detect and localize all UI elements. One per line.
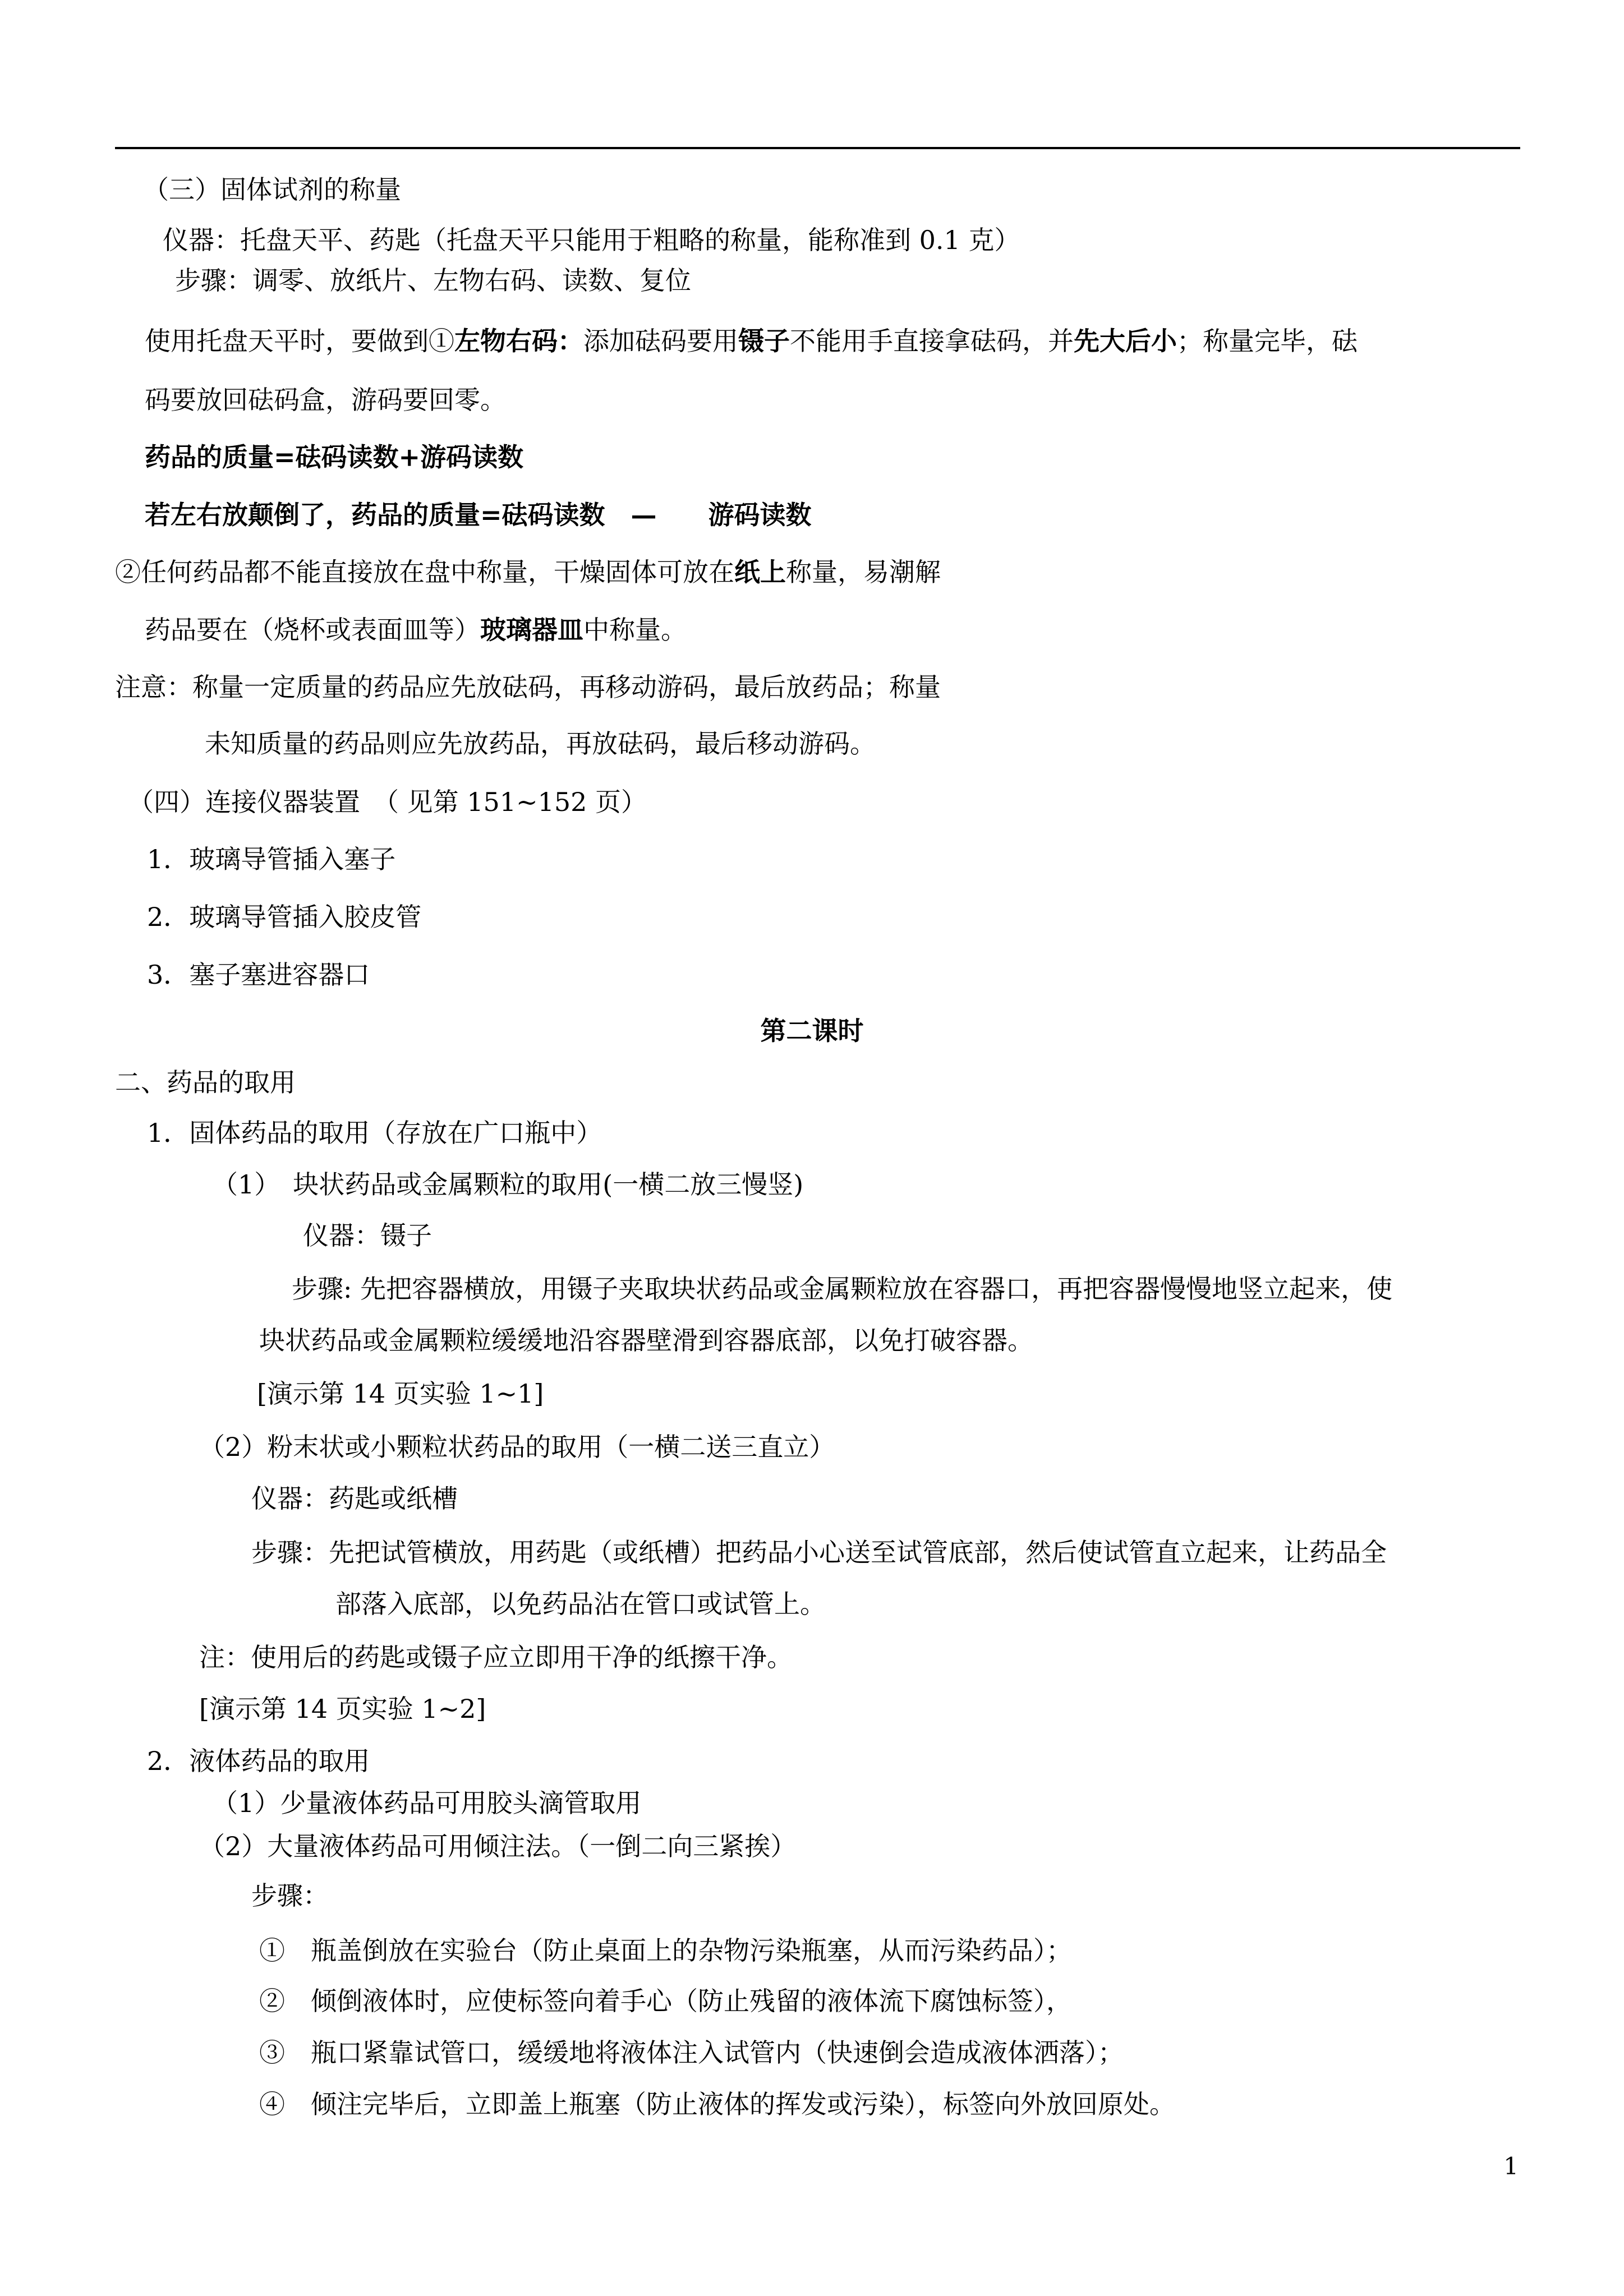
demo-reference-1: [演示第 14 页实验 1~1]: [257, 1378, 544, 1409]
balance-usage-continuation: 码要放回砝码盒，游码要回零。: [145, 385, 506, 415]
balance-usage-text-c: 添加砝码要用: [583, 326, 738, 356]
section-heading-taking-reagents: 二、药品的取用: [115, 1067, 296, 1098]
list-item: 1．玻璃导管插入塞子: [147, 844, 396, 874]
balance-usage-bold-large-first: 先大后小: [1074, 326, 1177, 356]
page-number: 1: [1503, 2152, 1519, 2180]
demo-reference-2: [演示第 14 页实验 1~2]: [199, 1694, 486, 1724]
list-item: 2．玻璃导管插入胶皮管: [147, 902, 422, 932]
item-block-reagents: （1） 块状药品或金属颗粒的取用(一横二放三慢竖): [212, 1169, 804, 1200]
balance-usage-text-a: 使用托盘天平时，要做到①: [145, 326, 454, 356]
balance-usage-bold-tweezers: 镊子: [738, 326, 790, 356]
cleaning-note: 注：使用后的药匙或镊子应立即用干净的纸擦干净。: [199, 1642, 793, 1672]
item-small-liquid: （1）少量液体药品可用胶头滴管取用: [212, 1788, 642, 1818]
powder-steps-line-2: 部落入底部，以免药品沾在管口或试管上。: [335, 1589, 826, 1619]
reversed-mass-formula: 若左右放颠倒了，药品的质量=砝码读数 — 游码读数: [145, 500, 812, 530]
subsection-solid-reagents: 1．固体药品的取用（存放在广口瓶中）: [147, 1118, 602, 1148]
glassware-text-c: 中称量。: [583, 615, 687, 645]
section-heading-solid-weighing: （三）固体试剂的称量: [143, 174, 401, 205]
note-no-direct-placement: [115, 555, 941, 589]
note-text-a: ②任何药品都不能直接放在盘中称量，干燥固体可放在: [115, 557, 734, 587]
section-heading-connect-apparatus: （四）连接仪器装置 （ 见第 151~152 页）: [128, 787, 647, 817]
instrument-line: 仪器：托盘天平、药匙（托盘天平只能用于粗略的称量，能称准到 0.1 克）: [163, 225, 1020, 255]
block-steps-line-2: 块状药品或金属颗粒缓缓地沿容器壁滑到容器底部，以免打破容器。: [259, 1325, 1033, 1356]
liquid-step-4: ④ 倾注完毕后，立即盖上瓶塞（防止液体的挥发或污染），标签向外放回原处。: [259, 2089, 1175, 2119]
liquid-steps-label: 步骤：: [251, 1880, 329, 1911]
block-steps-line-1: 步骤: 先把容器横放，用镊子夹取块状药品或金属颗粒放在容器口，再把容器慢慢地竖立起来，使: [292, 1274, 1393, 1304]
liquid-step-1: ① 瓶盖倒放在实验台（防止桌面上的杂物污染瓶塞，从而污染药品）；: [259, 1935, 1072, 1966]
liquid-step-3: ③ 瓶口紧靠试管口，缓缓地将液体注入试管内（快速倒会造成液体洒落）；: [259, 2037, 1124, 2068]
powder-steps-line-1: 步骤：先把试管横放，用药匙（或纸槽）把药品小心送至试管底部，然后使试管直立起来，让药品全: [251, 1537, 1387, 1567]
note-glassware-line: [145, 613, 687, 647]
mass-formula: 药品的质量=砝码读数+游码读数: [145, 442, 524, 472]
caution-line-2: 未知质量的药品则应先放药品，再放砝码，最后移动游码。: [205, 729, 876, 759]
lesson-title: 第二课时: [760, 1016, 864, 1046]
note-bold-paper: 纸上: [734, 557, 786, 587]
balance-usage-bold-left-object: 左物右码：: [454, 326, 583, 356]
balance-usage-text-g: ；称量完毕，砝: [1177, 326, 1358, 356]
balance-usage-paragraph: [145, 324, 1358, 358]
balance-usage-text-e: 不能用手直接拿砝码，并: [790, 326, 1074, 356]
note-text-c: 称量，易潮解: [786, 557, 941, 587]
glassware-text-a: 药品要在（烧杯或表面皿等）: [145, 615, 480, 645]
block-instrument: 仪器：镊子: [303, 1220, 432, 1251]
item-powder-reagents: （2）粉末状或小颗粒状药品的取用（一横二送三直立）: [199, 1432, 835, 1462]
powder-instrument: 仪器：药匙或纸槽: [251, 1483, 458, 1514]
caution-line-1: 注意：称量一定质量的药品应先放砝码，再移动游码，最后放药品；称量: [115, 672, 941, 702]
header-rule: [115, 147, 1520, 149]
item-large-liquid: （2）大量液体药品可用倾注法。（一倒二向三紧挨）: [199, 1831, 797, 1861]
glassware-bold: 玻璃器皿: [480, 615, 583, 645]
list-item: 3．塞子塞进容器口: [147, 960, 370, 990]
steps-line: 步骤：调零、放纸片、左物右码、读数、复位: [175, 265, 691, 296]
liquid-step-2: ② 倾倒液体时，应使标签向着手心（防止残留的液体流下腐蚀标签），: [259, 1986, 1072, 2016]
subsection-liquid-reagents: 2．液体药品的取用: [147, 1746, 370, 1776]
